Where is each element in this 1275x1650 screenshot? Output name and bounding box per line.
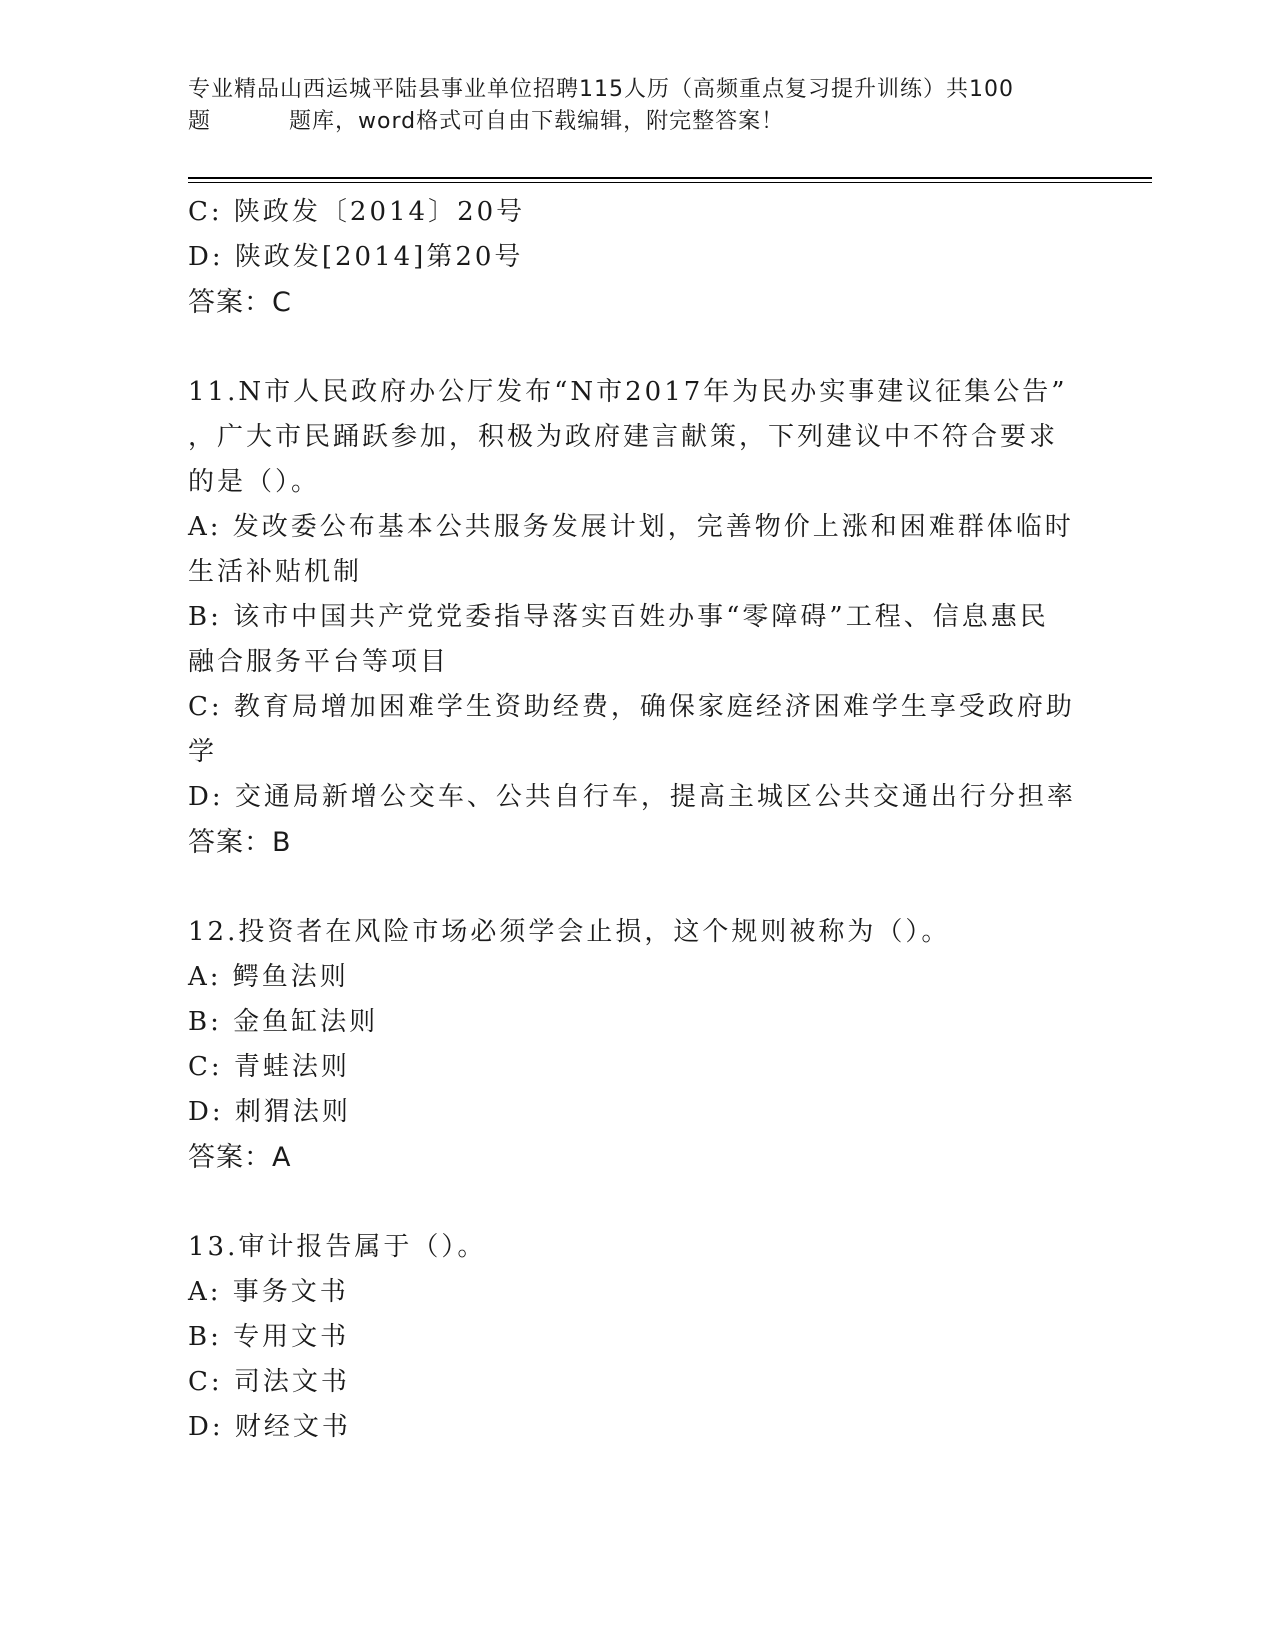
answer-line: 答案：A xyxy=(188,1142,292,1173)
question-line: D: 交通局新增公交车、公共自行车，提高主城区公共交通出行分担率 xyxy=(188,782,1076,812)
header-line2-right: 题库，word格式可自由下载编辑，附完整答案！ xyxy=(289,109,785,134)
spacer xyxy=(188,865,1088,910)
question-line: B: 专用文书 xyxy=(188,1322,350,1352)
question-line: B: 金鱼缸法则 xyxy=(188,1007,379,1037)
question-line: 13.审计报告属于（）。 xyxy=(188,1232,487,1262)
question-line: 学 xyxy=(188,737,218,767)
question-line: D: 陕政发[2014]第20号 xyxy=(188,242,524,272)
page-header xyxy=(188,74,1088,138)
question-line: C: 司法文书 xyxy=(188,1367,350,1397)
question-line: C: 陕政发〔2014〕20号 xyxy=(188,197,526,227)
header-title-line2 xyxy=(188,106,1088,138)
question-line: 融合服务平台等项目 xyxy=(188,647,450,677)
question-line: 11.N市人民政府办公厅发布“N市2017年为民办实事建议征集公告” xyxy=(188,377,1068,407)
question-line: C: 教育局增加困难学生资助经费，确保家庭经济困难学生享受政府助 xyxy=(188,692,1075,722)
spacer xyxy=(188,325,1088,370)
header-line2-left: 题 xyxy=(188,109,212,134)
question-line: 12.投资者在风险市场必须学会止损，这个规则被称为（）。 xyxy=(188,917,951,947)
question-list xyxy=(188,190,1088,1450)
question-line: B: 该市中国共产党党委指导落实百姓办事“零障碍”工程、信息惠民 xyxy=(188,602,1049,632)
answer-line: 答案：C xyxy=(188,287,292,318)
answer-line: 答案：B xyxy=(188,827,292,858)
header-divider-thick xyxy=(188,177,1152,179)
question-line: D: 刺猬法则 xyxy=(188,1097,351,1127)
header-title-line1: 专业精品山西运城平陆县事业单位招聘115人历（高频重点复习提升训练）共100 xyxy=(188,77,1014,102)
header-divider-thin xyxy=(188,182,1152,183)
question-line: 生活补贴机制 xyxy=(188,557,363,587)
question-line: ，广大市民踊跃参加，积极为政府建言献策，下列建议中不符合要求 xyxy=(188,422,1059,452)
question-line: A: 事务文书 xyxy=(188,1277,349,1307)
question-line: 的是（）。 xyxy=(188,467,321,497)
question-line: D: 财经文书 xyxy=(188,1412,351,1442)
spacer xyxy=(188,1180,1088,1225)
question-line: C: 青蛙法则 xyxy=(188,1052,350,1082)
question-line: A: 发改委公布基本公共服务发展计划，完善物价上涨和困难群体临时 xyxy=(188,512,1074,542)
question-line: A: 鳄鱼法则 xyxy=(188,962,349,992)
